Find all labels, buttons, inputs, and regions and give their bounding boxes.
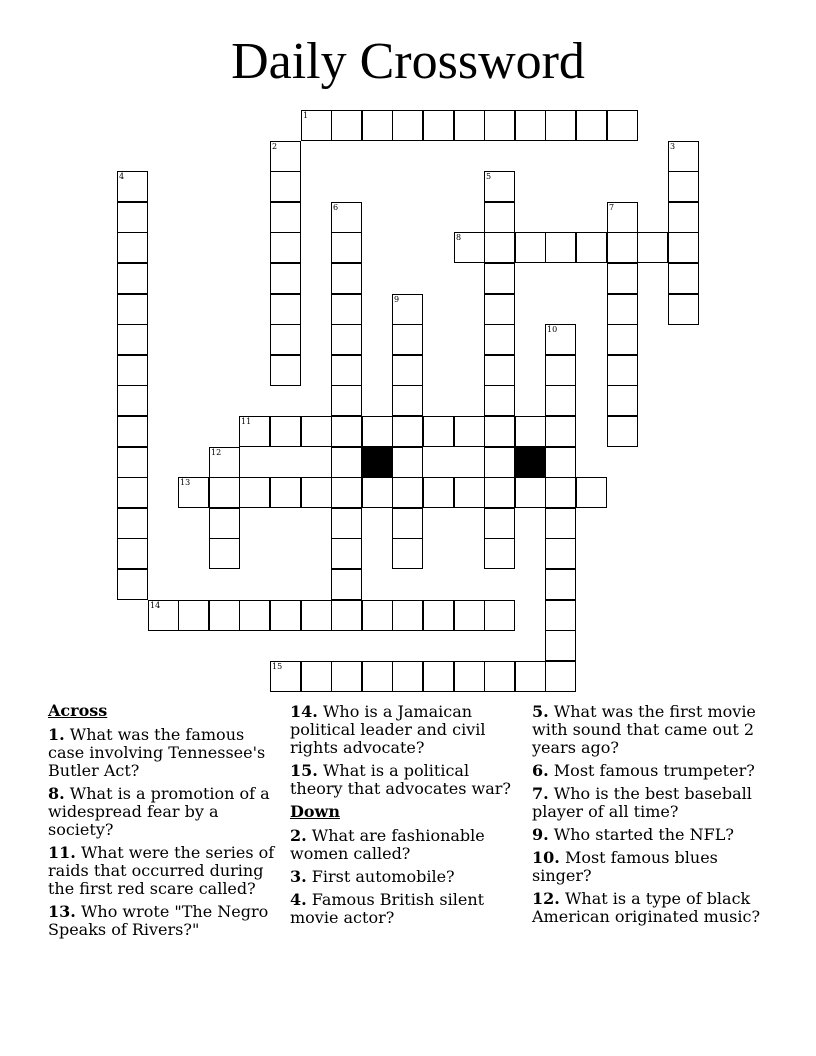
clue-text: What is a promotion of a widespread fear by a society? [48,784,270,839]
crossword-cell[interactable] [331,110,362,141]
crossword-cell[interactable] [545,508,576,539]
cell-number: 4 [119,172,125,181]
clue-number: 6. [532,761,549,780]
crossword-cell[interactable] [668,294,699,325]
crossword-cell[interactable] [607,355,638,386]
crossword-cell[interactable] [270,324,301,355]
crossword-cell[interactable] [484,171,515,202]
clue-text: Who wrote "The Negro Speaks of Rivers?" [48,902,269,939]
crossword-cell[interactable] [484,508,515,539]
crossword-cell[interactable] [545,569,576,600]
crossword-cell[interactable] [331,569,362,600]
crossword-cell[interactable] [668,171,699,202]
crossword-cell[interactable] [545,110,576,141]
crossword-cell[interactable] [117,416,148,447]
crossword-cell[interactable] [362,661,393,692]
crossword-cell[interactable] [607,110,638,141]
crossword-cell[interactable] [454,477,485,508]
crossword-cell[interactable] [484,202,515,233]
crossword-cell[interactable] [607,202,638,233]
crossword-cell[interactable] [301,600,332,631]
down-heading: Down [290,802,340,821]
crossword-cell[interactable] [178,600,209,631]
crossword-cell[interactable] [301,416,332,447]
clue-text: Who is the best baseball player of all time? [532,784,752,821]
crossword-cell[interactable] [484,538,515,569]
crossword-cell[interactable] [362,110,393,141]
cell-number: 15 [272,662,283,671]
crossword-cell[interactable] [209,600,240,631]
crossword-cell[interactable] [209,477,240,508]
crossword-cell[interactable] [148,600,179,631]
crossword-cell[interactable] [331,263,362,294]
clue-text: Most famous blues singer? [532,848,718,885]
clue-text: What are fashionable women called? [290,826,485,863]
cell-number: 3 [670,142,676,151]
cell-number: 5 [486,172,492,181]
crossword-cell[interactable] [668,263,699,294]
crossword-cell[interactable] [117,294,148,325]
cell-number: 12 [211,448,222,457]
crossword-cell[interactable] [270,202,301,233]
clue-number: 12. [532,889,560,908]
cell-number: 10 [547,325,558,334]
crossword-cell[interactable] [392,600,423,631]
crossword-cell[interactable] [331,355,362,386]
crossword-cell[interactable] [392,324,423,355]
clue-number: 11. [48,843,76,862]
crossword-cell[interactable] [484,232,515,263]
crossword-cell[interactable] [545,416,576,447]
clue-down-2 [290,827,522,863]
clue-across-11 [48,844,278,898]
crossword-cell[interactable] [178,477,209,508]
crossword-cell[interactable] [117,447,148,478]
crossword-cell[interactable] [117,171,148,202]
crossword-cell[interactable] [117,263,148,294]
crossword-cell[interactable] [484,355,515,386]
crossword-cell[interactable] [545,324,576,355]
crossword-cell[interactable] [117,477,148,508]
clue-across-1 [48,726,278,780]
crossword-cell[interactable] [270,600,301,631]
crossword-cell[interactable] [392,294,423,325]
clue-column-2 [290,703,522,932]
crossword-cell[interactable] [331,202,362,233]
clue-text: First automobile? [311,867,455,886]
crossword-cell[interactable] [607,324,638,355]
crossword-cell[interactable] [270,477,301,508]
crossword-cell[interactable] [301,661,332,692]
cell-number: 11 [241,417,252,426]
clue-down-4 [290,891,522,927]
crossword-cell[interactable] [423,416,454,447]
crossword-cell[interactable] [545,355,576,386]
crossword-cell[interactable] [362,600,393,631]
crossword-cell[interactable] [545,600,576,631]
crossword-cell[interactable] [117,232,148,263]
crossword-cell[interactable] [270,263,301,294]
crossword-cell[interactable] [607,294,638,325]
crossword-cell[interactable] [515,232,546,263]
crossword-cell[interactable] [209,508,240,539]
crossword-cell[interactable] [392,447,423,478]
clue-across-13 [48,903,278,939]
crossword-cell[interactable] [239,416,270,447]
crossword-cell[interactable] [117,508,148,539]
crossword-cell[interactable] [484,661,515,692]
clue-text: What was the famous case involving Tennessee's Butler Act? [48,725,266,780]
crossword-cell[interactable] [301,110,332,141]
crossword-cell[interactable] [423,477,454,508]
crossword-cell[interactable] [331,416,362,447]
cell-number: 8 [456,233,462,242]
crossword-cell[interactable] [607,232,638,263]
clue-text: What was the first movie with sound that came out 2 years ago? [532,702,756,757]
crossword-cell[interactable] [392,416,423,447]
crossword-cell[interactable] [484,416,515,447]
crossword-cell[interactable] [270,416,301,447]
crossword-cell[interactable] [484,110,515,141]
crossword-cell[interactable] [545,477,576,508]
clue-number: 2. [290,826,307,845]
crossword-cell[interactable] [545,385,576,416]
clue-down-12 [532,890,782,926]
clue-down-9 [532,826,782,844]
crossword-cell[interactable] [607,263,638,294]
crossword-cell[interactable] [331,477,362,508]
crossword-cell[interactable] [484,294,515,325]
crossword-cell[interactable] [270,355,301,386]
crossword-cell[interactable] [423,661,454,692]
crossword-cell[interactable] [301,477,332,508]
clue-number: 10. [532,848,560,867]
crossword-cell[interactable] [331,508,362,539]
crossword-cell[interactable] [545,661,576,692]
crossword-cell[interactable] [331,661,362,692]
clue-text: Who started the NFL? [553,825,734,844]
clue-number: 5. [532,702,549,721]
crossword-cell[interactable] [668,232,699,263]
clue-text: What is a type of black American originated music? [532,889,761,926]
cell-number: 6 [333,203,339,212]
clue-number: 14. [290,702,318,721]
crossword-cell[interactable] [392,355,423,386]
clue-down-7 [532,785,782,821]
clue-text: Most famous trumpeter? [553,761,755,780]
cell-number: 2 [272,142,278,151]
crossword-cell[interactable] [454,661,485,692]
crossword-cell[interactable] [270,141,301,172]
cell-number: 7 [609,203,615,212]
cell-number: 1 [303,111,309,120]
crossword-cell[interactable] [392,477,423,508]
crossword-cell[interactable] [239,600,270,631]
clue-column-3 [532,703,782,931]
crossword-cell[interactable] [515,110,546,141]
clue-number: 7. [532,784,549,803]
clue-number: 3. [290,867,307,886]
crossword-cell[interactable] [392,538,423,569]
clue-number: 1. [48,725,65,744]
crossword-cell[interactable] [270,661,301,692]
crossword-cell[interactable] [331,324,362,355]
crossword-cell[interactable] [117,538,148,569]
clue-down-10 [532,849,782,885]
crossword-cell[interactable] [668,141,699,172]
black-square [515,447,546,478]
crossword-cell[interactable] [392,508,423,539]
clue-across-14 [290,703,522,757]
crossword-cell[interactable] [607,416,638,447]
crossword-cell[interactable] [484,263,515,294]
crossword-cell[interactable] [392,110,423,141]
crossword-cell[interactable] [576,477,607,508]
crossword-cell[interactable] [545,538,576,569]
clue-text: What is a political theory that advocates war? [290,761,512,798]
across-heading: Across [48,701,108,720]
clue-down-6 [532,762,782,780]
clue-across-8 [48,785,278,839]
crossword-cell[interactable] [515,661,546,692]
crossword-cell[interactable] [270,294,301,325]
crossword-cell[interactable] [362,477,393,508]
crossword-cell[interactable] [484,385,515,416]
crossword-cell[interactable] [331,294,362,325]
clue-text: Who is a Jamaican political leader and civil rights advocate? [290,702,486,757]
clue-across-15 [290,762,522,798]
cell-number: 13 [180,478,191,487]
crossword-cell[interactable] [484,447,515,478]
black-square [362,447,393,478]
crossword-cell[interactable] [117,385,148,416]
crossword-cell[interactable] [117,355,148,386]
crossword-cell[interactable] [484,600,515,631]
crossword-cell[interactable] [209,538,240,569]
cell-number: 9 [394,295,400,304]
clue-number: 9. [532,825,549,844]
crossword-cell[interactable] [668,202,699,233]
crossword-cell[interactable] [331,600,362,631]
crossword-cell[interactable] [637,232,668,263]
clue-text: Famous British silent movie actor? [290,890,485,927]
page-title: Daily Crossword [231,33,585,90]
crossword-cell[interactable] [576,232,607,263]
crossword-cell[interactable] [392,661,423,692]
crossword-cell[interactable] [209,447,240,478]
crossword-cell[interactable] [545,630,576,661]
clue-text: What were the series of raids that occurred during the first red scare called? [48,843,275,898]
crossword-cell[interactable] [576,110,607,141]
crossword-cell[interactable] [484,477,515,508]
crossword-cell[interactable] [117,324,148,355]
crossword-cell[interactable] [454,110,485,141]
crossword-cell[interactable] [545,447,576,478]
crossword-cell[interactable] [239,477,270,508]
clue-down-3 [290,868,522,886]
crossword-cell[interactable] [454,232,485,263]
cell-number: 14 [150,601,161,610]
crossword-cell[interactable] [362,416,393,447]
crossword-cell[interactable] [331,385,362,416]
crossword-cell[interactable] [454,416,485,447]
crossword-cell[interactable] [270,232,301,263]
clue-number: 8. [48,784,65,803]
clue-down-5 [532,703,782,757]
crossword-cell[interactable] [270,171,301,202]
crossword-cell[interactable] [545,232,576,263]
crossword-cell[interactable] [331,232,362,263]
crossword-cell[interactable] [515,416,546,447]
crossword-cell[interactable] [117,202,148,233]
clue-number: 13. [48,902,76,921]
crossword-cell[interactable] [454,600,485,631]
crossword-cell[interactable] [607,385,638,416]
crossword-cell[interactable] [423,110,454,141]
crossword-cell[interactable] [484,324,515,355]
crossword-cell[interactable] [117,569,148,600]
crossword-cell[interactable] [331,447,362,478]
clue-column-1 [48,700,278,944]
crossword-cell[interactable] [331,538,362,569]
crossword-cell[interactable] [392,385,423,416]
crossword-cell[interactable] [515,477,546,508]
clue-number: 4. [290,890,307,909]
crossword-cell[interactable] [423,600,454,631]
clue-number: 15. [290,761,318,780]
